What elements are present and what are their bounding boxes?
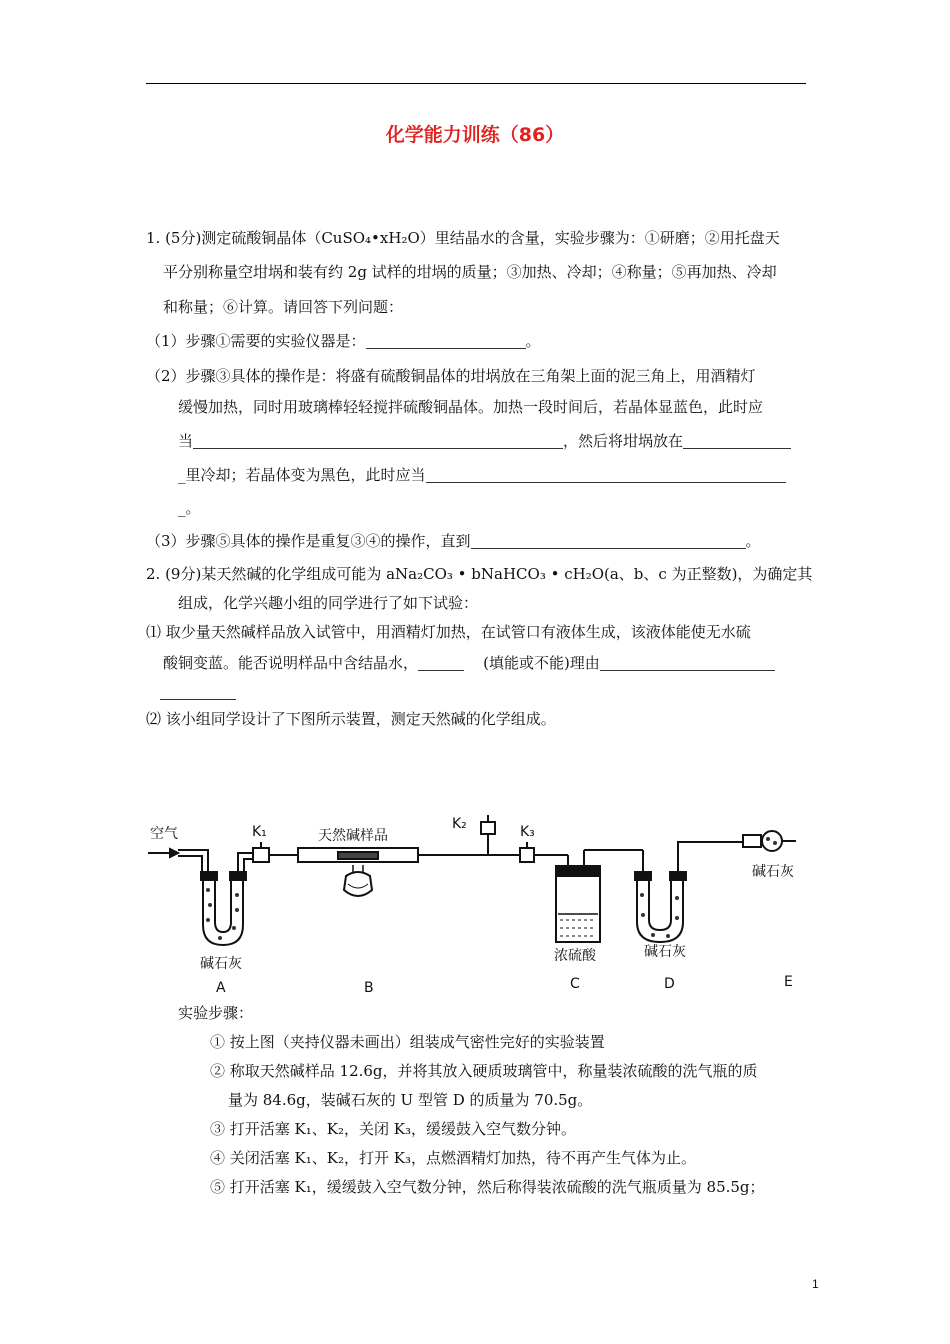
q2-line2: 组成，化学兴趣小组的同学进行了如下试验：: [178, 594, 479, 612]
wash-bottle-c: [556, 866, 600, 942]
q1-step2-line3-mid: ，然后将坩埚放在: [563, 432, 684, 450]
step-2-line1: ② 称取天然碱样品 12.6g，并将其放入硬质玻璃管中，称量装浓硫酸的洗气瓶的质: [210, 1062, 758, 1080]
answer-blank[interactable]: [471, 532, 746, 549]
q1-step1-end: 。: [525, 332, 541, 350]
q2-line1: 2. (9分)某天然碱的化学组成可能为 aNa₂CO₃ • bNaHCO₃ • cH₂O(a、b、c 为正整数)，为确定其: [146, 565, 813, 583]
q2-part2: ⑵ 该小组同学设计了下图所示装置，测定天然碱的化学组成。: [146, 710, 556, 728]
air-label: 空气: [150, 826, 178, 842]
label-d: D: [664, 976, 675, 992]
q1-step3-text: （3）步骤⑤具体的操作是重复③④的操作，直到: [146, 532, 471, 550]
step-5: ⑤ 打开活塞 K₁，缓缓鼓入空气数分钟，然后称得装浓硫酸的洗气瓶质量为 85.5g；: [210, 1178, 765, 1196]
header-rule: [146, 83, 806, 84]
q2-part1-line3: [160, 682, 236, 702]
q2-part1-line2-mid: (填能或不能)理由: [483, 654, 600, 672]
drying-tube-e: [762, 831, 782, 851]
q1-line2: 平分别称量空坩埚和装有约 2g 试样的坩埚的质量；③加热、冷却；④称量；⑤再加热、冷却: [163, 263, 777, 281]
q1-step3-end: 。: [745, 532, 761, 550]
label-b: B: [364, 980, 374, 996]
q1-step2-line3-pre: 当: [178, 432, 194, 450]
q1-step2-line4-pre: _里冷却；若晶体变为黑色，此时应当: [178, 466, 426, 484]
soda-lime-d-label: 碱石灰: [644, 944, 686, 960]
answer-blank[interactable]: [160, 683, 236, 700]
k2-label: K₂: [452, 816, 467, 832]
answer-blank[interactable]: [426, 466, 786, 483]
q1-step2-line4: [178, 465, 786, 485]
apparatus-diagram: [148, 810, 810, 1000]
page-number: 1: [812, 1277, 819, 1291]
step-1: ① 按上图（夹持仪器未画出）组装成气密性完好的实验装置: [210, 1033, 605, 1051]
step-3: ③ 打开活塞 K₁、K₂，关闭 K₃，缓缓鼓入空气数分钟。: [210, 1120, 576, 1138]
q1-step3: [146, 531, 761, 551]
q1-step2-line5: _。: [178, 499, 201, 517]
sample-label: 天然碱样品: [318, 828, 388, 844]
q1-step2-line3: [178, 431, 791, 451]
answer-blank[interactable]: [600, 654, 775, 671]
q1-line1: 1. (5分)测定硫酸铜晶体（CuSO₄•xH₂O）里结晶水的含量，实验步骤为：①研磨；②用托盘天: [146, 229, 780, 247]
answer-blank[interactable]: [366, 332, 526, 349]
soda-lime-a-label: 碱石灰: [200, 956, 242, 972]
q2-part1-line2-pre: 酸铜变蓝。能否说明样品中含结晶水，: [163, 654, 419, 672]
k1-label: K₁: [252, 824, 267, 840]
q1-step2-line1: （2）步骤③具体的操作是：将盛有硫酸铜晶体的坩埚放在三角架上面的泥三角上，用酒精灯: [146, 367, 756, 385]
page-title: 化学能力训练（86）: [385, 124, 565, 146]
q1-line3: 和称量；⑥计算。请回答下列问题：: [163, 298, 404, 316]
q2-part1-line2: [163, 653, 775, 673]
answer-blank[interactable]: [418, 654, 464, 671]
k3-label: K₃: [520, 824, 535, 840]
q1-step2-line2: 缓慢加热，同时用玻璃棒轻轻搅拌硫酸铜晶体。加热一段时间后，若晶体显蓝色，此时应: [178, 398, 764, 416]
label-e: E: [784, 974, 793, 990]
soda-lime-e-label: 碱石灰: [752, 864, 794, 880]
steps-title: 实验步骤：: [178, 1004, 254, 1022]
q2-part1-line1: ⑴ 取少量天然碱样品放入试管中，用酒精灯加热，在试管口有液体生成，该液体能使无水硫: [146, 623, 751, 641]
answer-blank[interactable]: [683, 432, 791, 449]
step-4: ④ 关闭活塞 K₁、K₂，打开 K₃，点燃酒精灯加热，待不再产生气体为止。: [210, 1149, 696, 1167]
label-c: C: [570, 976, 580, 992]
answer-blank[interactable]: [193, 432, 563, 449]
step-2-line2: 量为 84.6g，装碱石灰的 U 型管 D 的质量为 70.5g。: [228, 1091, 593, 1109]
u-tube-d: [637, 880, 683, 942]
conc-acid-label: 浓硫酸: [554, 948, 596, 964]
label-a: A: [216, 980, 226, 996]
q1-step1-text: （1）步骤①需要的实验仪器是：: [146, 332, 366, 350]
q1-step1: [146, 331, 541, 351]
